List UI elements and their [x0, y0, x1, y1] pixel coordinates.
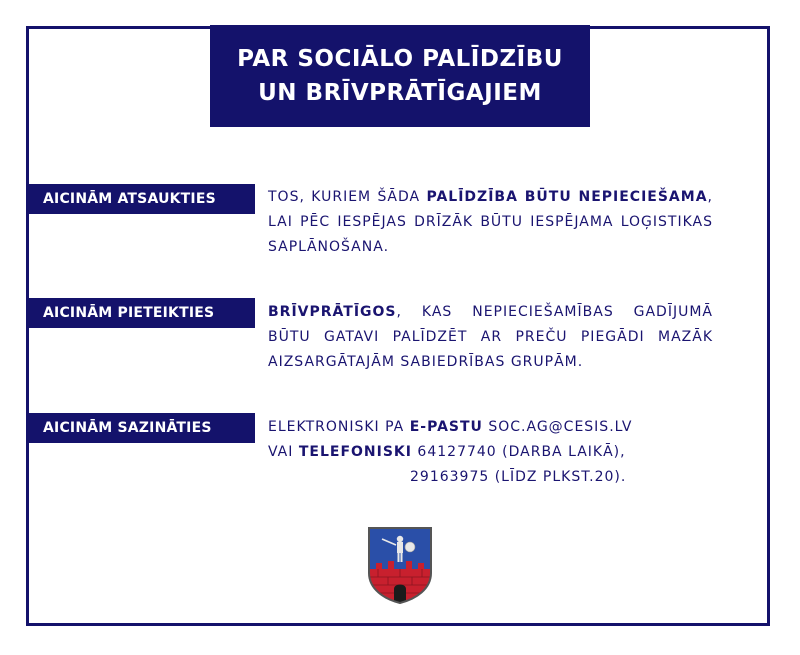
label-sazinaties: AICINĀM SAZINĀTIES — [29, 413, 255, 443]
contact-email-address: SOC.AG@CESIS.LV — [482, 419, 633, 435]
cesis-coat-of-arms-icon — [366, 525, 434, 605]
contact-email-bold: E-PASTU — [409, 419, 483, 435]
contact-phone-number-1: 64127740 (DARBA LAIKĀ), — [411, 444, 626, 460]
page-title — [210, 25, 590, 127]
title-line-1: PAR SOCIĀLO PALĪDZĪBU — [237, 46, 563, 72]
text-pieteikties-bold: BRĪVPRĀTĪGOS — [268, 304, 397, 320]
text-atsaukties — [268, 185, 713, 260]
contact-phone-pre: VAI — [268, 444, 299, 460]
contact-email-line — [268, 415, 713, 440]
title-line-2: UN BRĪVPRĀTĪGAJIEM — [258, 80, 542, 106]
text-sazinaties — [268, 415, 713, 490]
contact-phone-line — [268, 440, 713, 465]
contact-email-pre: ELEKTRONISKI PA — [268, 419, 410, 435]
text-pieteikties — [268, 300, 713, 375]
contact-phone-number-2: 29163975 (LĪDZ PLKST.20). — [410, 469, 627, 485]
contact-phone-bold: TELEFONISKI — [298, 444, 412, 460]
label-atsaukties: AICINĀM ATSAUKTIES — [29, 184, 255, 214]
text-pieteikties-post: , KAS NEPIECIEŠAMĪBAS GADĪJUMĀ BŪTU GATAVI PALĪDZĒT AR PREČU PIEGĀDI MAZĀK AIZSARGĀTAJĀM SABIEDRĪBAS GRUPĀM. — [268, 304, 713, 370]
label-pieteikties: AICINĀM PIETEIKTIES — [29, 298, 255, 328]
text-atsaukties-pre: TOS, KURIEM ŠĀDA — [268, 189, 427, 205]
text-atsaukties-post: , LAI PĒC IESPĒJAS DRĪZĀK BŪTU IESPĒJAMA LOĢISTIKAS SAPLĀNOŠANA. — [268, 189, 713, 255]
text-atsaukties-bold: PALĪDZĪBA BŪTU NEPIECIEŠAMA — [426, 189, 708, 205]
